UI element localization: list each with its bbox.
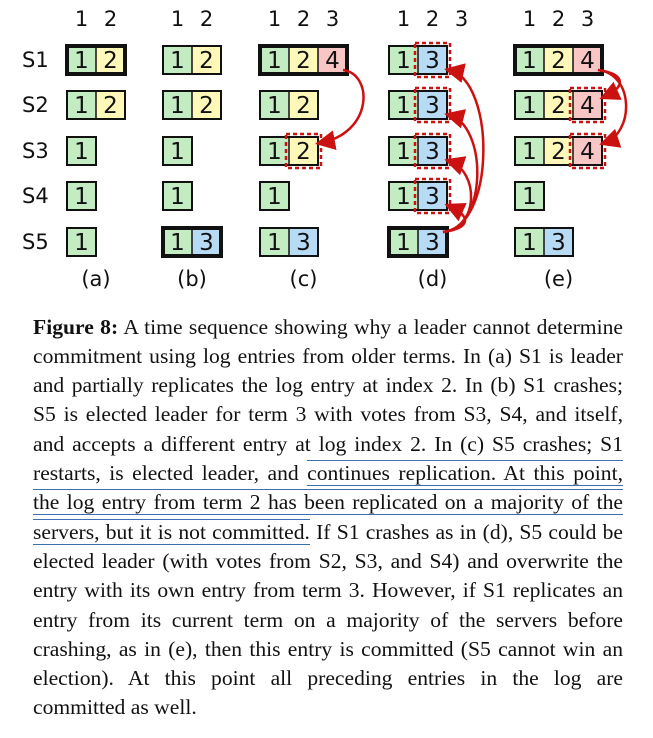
server-label-s2: S2: [22, 93, 49, 117]
log-entry-term-a-s2-1: 1: [74, 93, 89, 119]
index-label-e-1: 1: [522, 7, 537, 31]
index-label-b-2: 2: [199, 7, 214, 31]
log-entry-term-b-s3-1: 1: [170, 139, 185, 165]
log-entry-term-d-s2-1: 1: [396, 93, 411, 119]
replication-arrow-d-s2: [443, 115, 477, 232]
index-label-a-2: 2: [103, 7, 118, 31]
log-entry-term-e-s4-1: 1: [522, 184, 537, 210]
panel-caption-b: (b): [177, 267, 207, 291]
log-entry-term-d-s5-1: 1: [396, 230, 411, 256]
figure-label: Figure 8:: [33, 314, 119, 339]
log-entry-term-e-s3-3: 4: [580, 139, 595, 165]
log-entry-term-a-s5-1: 1: [74, 230, 89, 256]
log-entry-term-b-s5-2: 3: [199, 230, 214, 256]
log-entry-term-c-s1-3: 4: [325, 48, 340, 74]
server-label-s1: S1: [22, 48, 49, 72]
log-entry-term-a-s3-1: 1: [74, 139, 89, 165]
index-label-d-3: 3: [454, 7, 469, 31]
log-entry-term-c-s2-2: 2: [296, 93, 311, 119]
index-label-c-1: 1: [267, 7, 282, 31]
log-entry-term-c-s4-1: 1: [267, 184, 282, 210]
log-entry-term-d-s5-2: 3: [425, 230, 440, 256]
raft-log-diagram: [0, 0, 653, 292]
index-label-a-1: 1: [74, 7, 89, 31]
log-entry-term-d-s4-1: 1: [396, 184, 411, 210]
server-label-s3: S3: [22, 139, 49, 163]
index-label-e-2: 2: [551, 7, 566, 31]
log-entry-term-e-s1-3: 4: [580, 48, 595, 74]
log-entry-term-b-s2-1: 1: [170, 93, 185, 119]
log-entry-term-c-s3-2: 2: [296, 139, 311, 165]
log-entry-term-e-s2-1: 1: [522, 93, 537, 119]
log-entry-term-e-s5-1: 1: [522, 230, 537, 256]
labels-layer: [22, 7, 595, 291]
server-label-s5: S5: [22, 230, 49, 254]
log-entry-term-b-s5-1: 1: [170, 230, 185, 256]
log-entry-term-c-s2-1: 1: [267, 93, 282, 119]
index-label-e-3: 3: [580, 7, 595, 31]
log-entry-term-c-s5-2: 3: [296, 230, 311, 256]
log-entry-term-d-s2-2: 3: [425, 93, 440, 119]
log-entry-term-a-s4-1: 1: [74, 184, 89, 210]
log-entry-term-d-s1-2: 3: [425, 48, 440, 74]
log-entry-term-b-s4-1: 1: [170, 184, 185, 210]
log-entry-term-c-s1-2: 2: [296, 48, 311, 74]
caption-text-part1: A time sequence showing why a leader cannot determine commitment using log entries from older terms. In (a) S1 is leader and partially replicates the log entry at index 2. In (b) S1 crashes; S5 is elected leader for term 3 with votes from S3, S4, and itself, and accepts a different entry at log index 2. In (c) S5 crashes; S1 restarts, is elected leader, and: [33, 314, 623, 486]
log-entry-term-e-s1-1: 1: [522, 48, 537, 74]
log-entry-term-e-s2-3: 4: [580, 93, 595, 119]
log-entry-term-e-s5-2: 3: [551, 230, 566, 256]
log-entry-term-d-s1-1: 1: [396, 48, 411, 74]
log-entry-term-c-s1-1: 1: [267, 48, 282, 74]
log-entry-term-e-s3-2: 2: [551, 139, 566, 165]
caption-text-part2: If S1 crashes as in (d), S5 could be elected leader (with votes from S2, S3, and S4) and overwrite the entry with its own entry from term 3. However, if S1 replicates an entry from its current term on a majority of the servers before crashing, as in (e), then this entry is committed (S5 cannot win an election). At this point all preceding entries in the log are committed as well.: [33, 519, 623, 720]
caption-highlighted-text: continues replication. At this point, the log entry from term 2 has been replicated on a majority of the servers, but it is not committed.: [33, 461, 623, 544]
panel-caption-d: (d): [417, 267, 448, 291]
log-entry-term-a-s1-2: 2: [103, 48, 118, 74]
log-entry-term-b-s1-1: 1: [170, 48, 185, 74]
index-label-b-1: 1: [170, 7, 185, 31]
panel-caption-e: (e): [543, 267, 574, 291]
index-label-c-3: 3: [325, 7, 340, 31]
log-entry-term-e-s3-1: 1: [522, 139, 537, 165]
log-entry-term-d-s3-1: 1: [396, 139, 411, 165]
index-label-d-2: 2: [425, 7, 440, 31]
log-entry-term-c-s5-1: 1: [267, 230, 282, 256]
log-entry-term-e-s1-2: 2: [551, 48, 566, 74]
figure-caption: [33, 313, 623, 723]
log-entry-term-d-s3-2: 3: [425, 139, 440, 165]
log-entry-term-a-s1-1: 1: [74, 48, 89, 74]
log-entry-term-b-s2-2: 2: [199, 93, 214, 119]
index-label-d-1: 1: [396, 7, 411, 31]
server-label-s4: S4: [22, 184, 49, 208]
index-label-c-2: 2: [296, 7, 311, 31]
panel-caption-c: (c): [289, 267, 318, 291]
log-entry-term-b-s1-2: 2: [199, 48, 214, 74]
log-diagram-canvas: [0, 0, 653, 292]
replication-arrow-c-s3: [320, 70, 364, 143]
log-entry-term-c-s3-1: 1: [267, 139, 282, 165]
panel-caption-a: (a): [81, 267, 111, 291]
log-entry-term-e-s2-2: 2: [551, 93, 566, 119]
log-entry-term-d-s4-2: 3: [425, 184, 440, 210]
log-entry-term-a-s2-2: 2: [103, 93, 118, 119]
